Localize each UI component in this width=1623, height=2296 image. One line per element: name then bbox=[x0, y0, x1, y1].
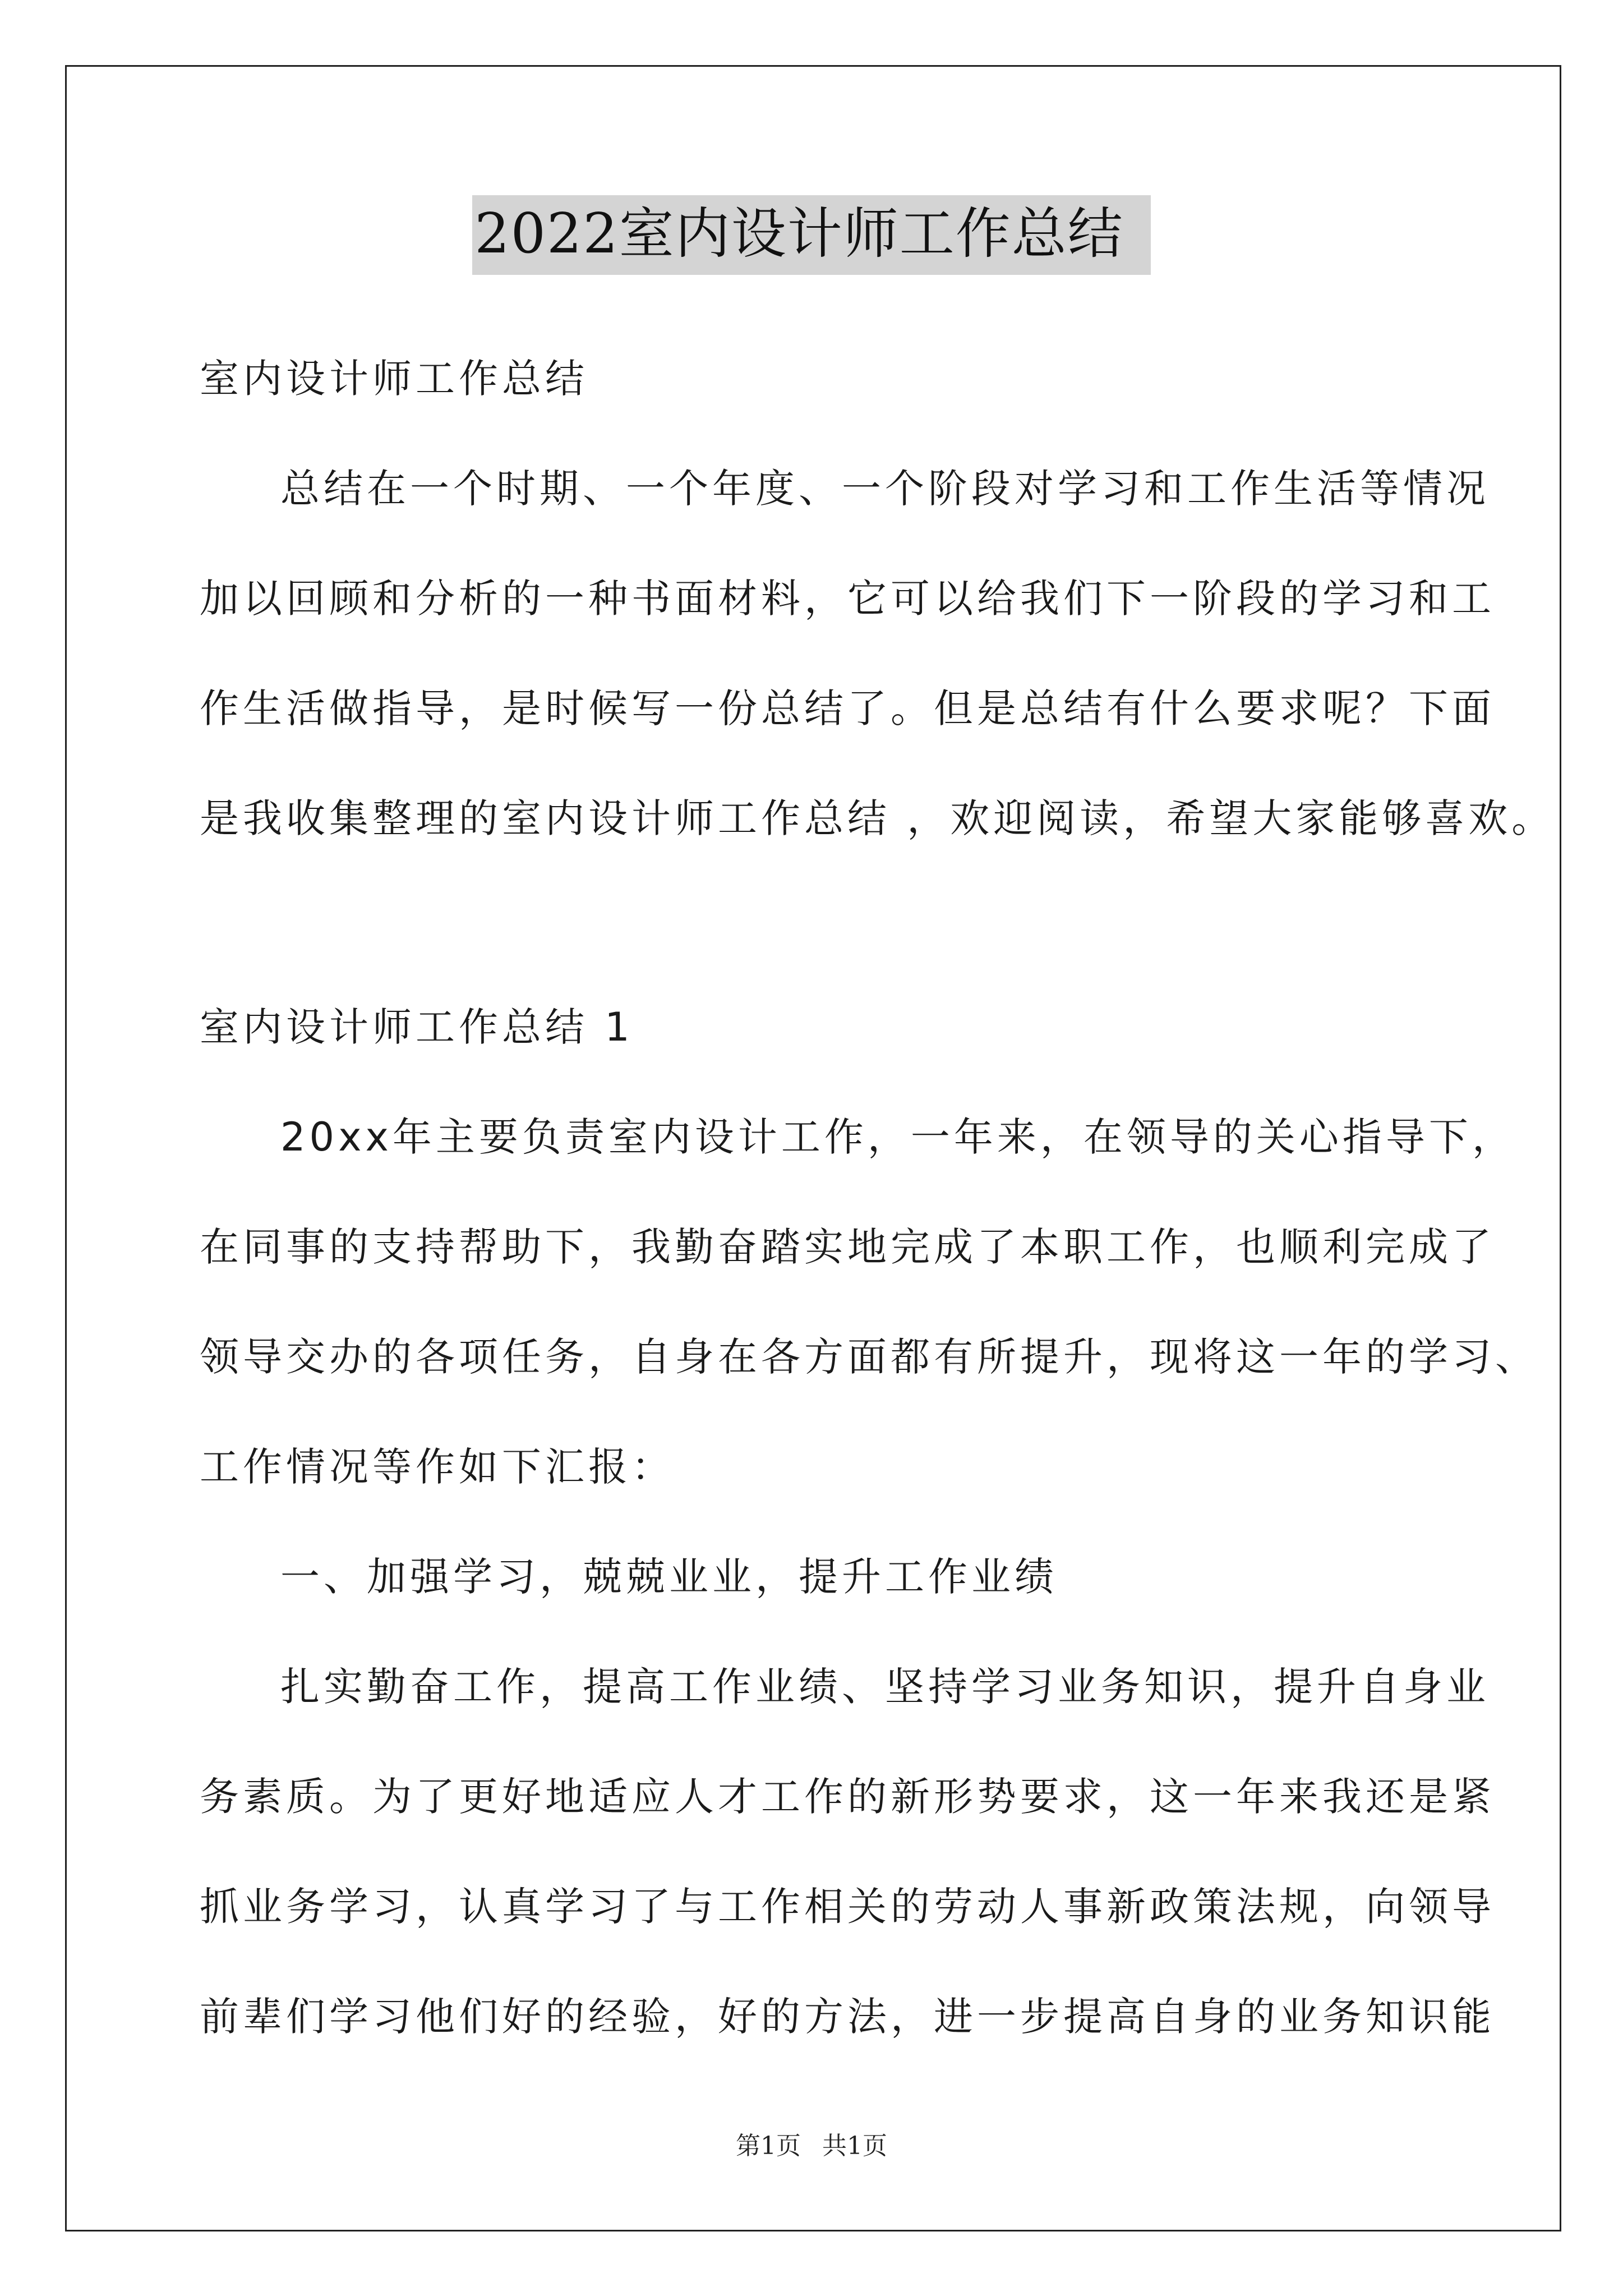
paragraph-line: 扎实勤奋工作，提高工作业绩、坚持学习业务知识，提升自身业 bbox=[280, 1664, 1490, 1710]
section-heading: 室内设计师工作总结 1 bbox=[200, 1004, 634, 1050]
paragraph-line: 是我收集整理的室内设计师工作总结 ，欢迎阅读，希望大家能够喜欢。 bbox=[200, 795, 1555, 841]
paragraph-line: 务素质。为了更好地适应人才工作的新形势要求，这一年来我还是紧 bbox=[200, 1774, 1495, 1820]
paragraph-line: 加以回顾和分析的一种书面材料，它可以给我们下一阶段的学习和工 bbox=[200, 576, 1495, 622]
paragraph-line: 作生活做指导，是时候写一份总结了。但是总结有什么要求呢？下面 bbox=[200, 685, 1495, 731]
subheading: 一、加强学习，兢兢业业，提升工作业绩 bbox=[280, 1554, 1058, 1600]
paragraph-line: 抓业务学习，认真学习了与工作相关的劳动人事新政策法规，向领导 bbox=[200, 1884, 1495, 1930]
paragraph-line: 前辈们学习他们好的经验，好的方法，进一步提高自身的业务知识能 bbox=[200, 1994, 1495, 2040]
section-heading: 室内设计师工作总结 bbox=[200, 356, 588, 402]
paragraph-line: 20xx年主要负责室内设计工作，一年来，在领导的关心指导下， bbox=[280, 1114, 1515, 1160]
paragraph-line: 在同事的支持帮助下，我勤奋踏实地完成了本职工作，也顺利完成了 bbox=[200, 1224, 1495, 1270]
paragraph-line: 领导交办的各项任务，自身在各方面都有所提升，现将这一年的学习、 bbox=[200, 1334, 1538, 1380]
paragraph-line: 总结在一个时期、一个年度、一个阶段对学习和工作生活等情况 bbox=[280, 466, 1490, 512]
page-number-current: 第1页 bbox=[736, 2132, 801, 2160]
page-footer bbox=[0, 2131, 1623, 2162]
page-number-total: 共1页 bbox=[822, 2132, 887, 2160]
document-title: 2022室内设计师工作总结 bbox=[472, 195, 1150, 275]
title-container bbox=[0, 195, 1623, 275]
paragraph-line: 工作情况等作如下汇报： bbox=[200, 1444, 675, 1490]
